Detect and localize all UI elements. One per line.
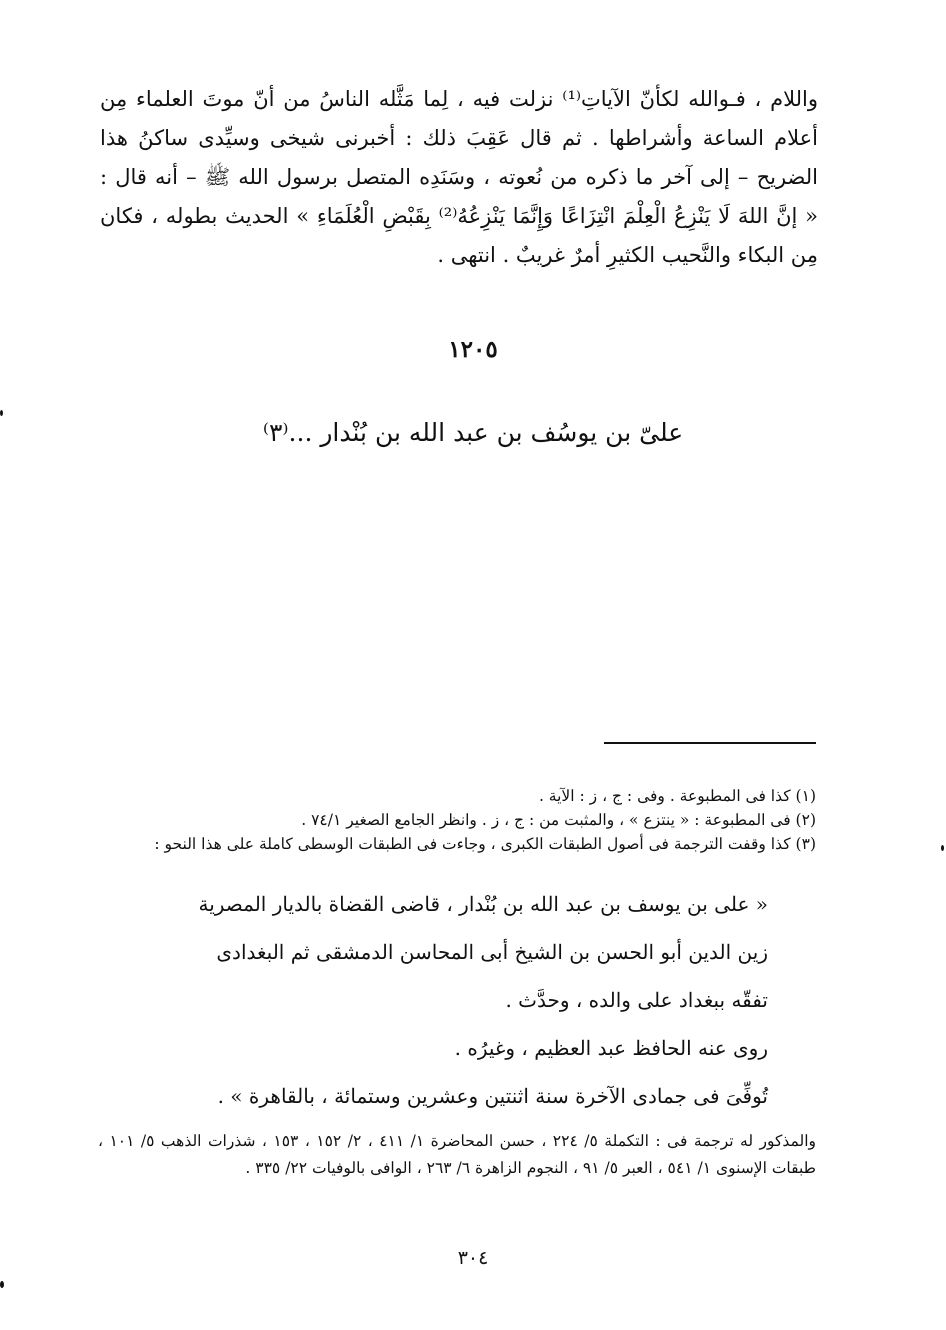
main-text-line: واللام ، فـوالله لكأنّ الآياتِ⁽¹⁾ نزلت فيه ، لِما مَثَّله الناسُ من أنّ موتَ العلماء مِن [100, 87, 819, 111]
scan-edge-mark [941, 845, 944, 851]
scan-edge-mark [0, 1281, 4, 1288]
quote-line: زين الدين أبو الحسن بن الشيخ أبى المحاسن الدمشقى ثم البغدادى [216, 940, 768, 964]
main-text-line: مِن البكاء والنَّحيب الكثيرِ أمرٌ غريبٌ . انتهى . [437, 243, 818, 267]
quote-line: تفقّه ببغداد على والده ، وحدَّث . [505, 988, 768, 1012]
footnote: (٣) كذا وقفت الترجمة فى أصول الطبقات الكبرى ، وجاءت فى الطبقات الوسطى كاملة على هذا النحو : [154, 835, 816, 853]
main-text-block [100, 80, 818, 275]
quoted-biography [150, 880, 768, 1120]
page-number: ٣٠٤ [457, 1247, 489, 1269]
main-text-line: « إنَّ اللهَ لَا يَنْزِعُ الْعِلْمَ انْتِزَاعًا وَإِنَّمَا يَنْزِعُهُ⁽²⁾ بِقَبْضِ الْعُلَمَاءِ » الحديث بطوله ، فكان [100, 204, 818, 228]
quote-line: « على بن يوسف بن عبد الله بن بُنْدار ، قاضى القضاة بالديار المصرية [198, 892, 768, 916]
footnote: (١) كذا فى المطبوعة . وفى : ج ، ز : الآية . [538, 787, 816, 805]
footnote-separator [604, 742, 816, 744]
quote-line: روى عنه الحافظ عبد العظيم ، وغيرُه . [454, 1036, 768, 1060]
entry-number: ١٢٠٥ [448, 336, 498, 363]
entry-title: علىّ بن يوسُف بن عبد الله بن بُنْدار ...⁽٣⁾ [262, 418, 684, 447]
scan-edge-mark [0, 410, 3, 416]
reference-line: والمذكور له ترجمة فى : التكملة ٥/ ٢٢٤ ، حسن المحاضرة ١/ ٤١١ ، ٢/ ١٥٢ ، ١٥٣ ، شذرات الذهب ٥/ ١٠١ ، [98, 1132, 816, 1150]
footnotes-block [110, 784, 816, 856]
main-text-line: أعلام الساعة وأشراطها . ثم قال عَقِبَ ذلك : أخبرنى شيخى وسيِّدى ساكنُ هذا [100, 126, 818, 150]
references-block [98, 1128, 816, 1182]
reference-line: طبقات الإسنوى ١/ ٥٤١ ، العبر ٥/ ٩١ ، النجوم الزاهرة ٦/ ٢٦٣ ، الوافى بالوفيات ٢٢/ ٣٣٥ . [245, 1159, 816, 1177]
quote-line: تُوفِّىَ فى جمادى الآخرة سنة اثنتين وعشرين وستمائة ، بالقاهرة » . [217, 1084, 768, 1108]
main-text-line: الضريح – إلى آخر ما ذكره من نُعوته ، وسَنَدِه المتصل برسول الله ﷺ – أنه قال : [100, 165, 818, 189]
footnote: (٢) فى المطبوعة : « ينتزع » ، والمثبت من : ج ، ز . وانظر الجامع الصغير ٧٤/١ . [301, 811, 816, 829]
